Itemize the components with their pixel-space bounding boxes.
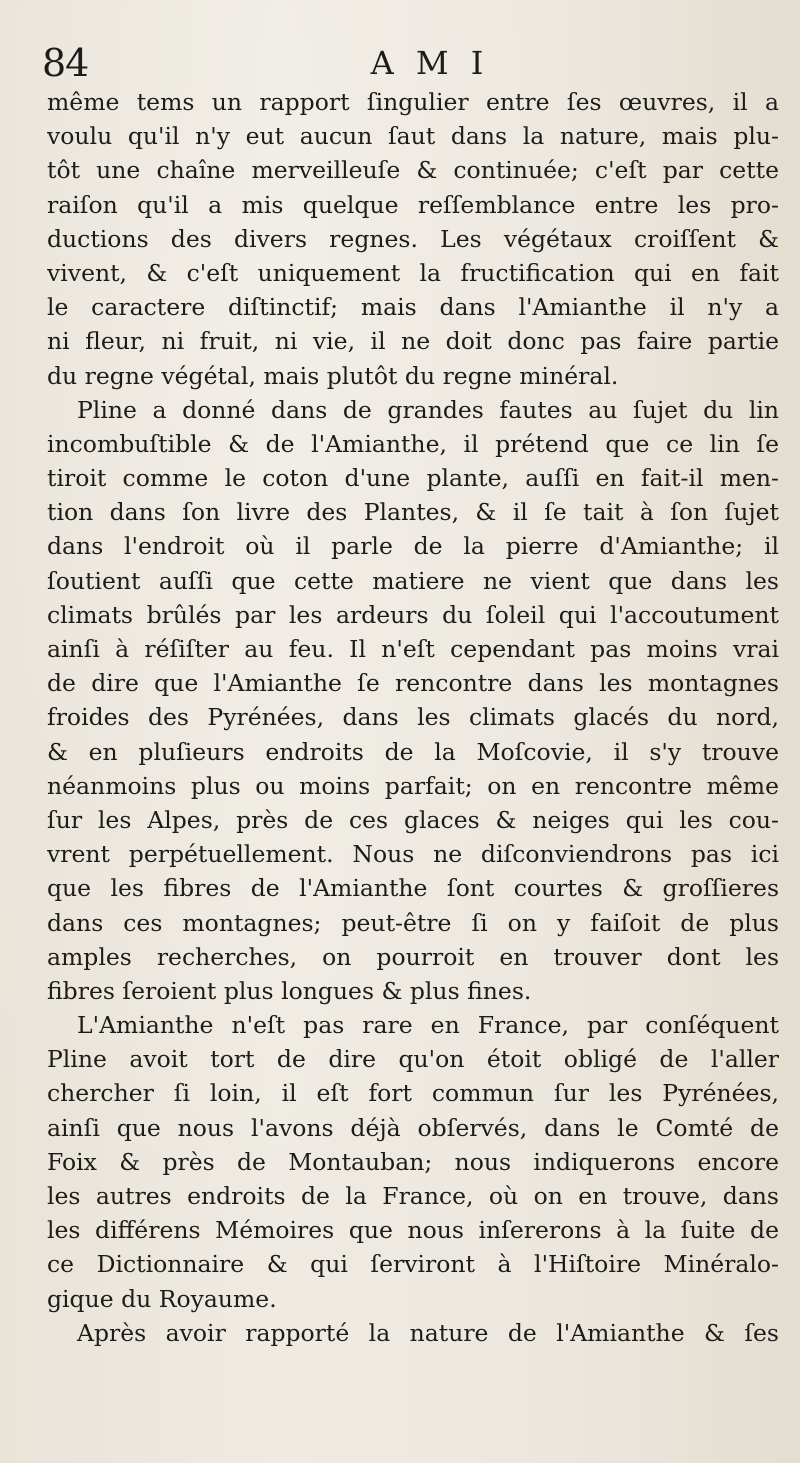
running-head: A M I xyxy=(370,44,490,82)
paragraph-end-line: gique du Royaume. xyxy=(47,1284,277,1313)
text-line: ductions des divers regnes. Les végétaux croiſſent & xyxy=(47,224,779,253)
text-line: les autres endroits de la France, où on en trouve, dans xyxy=(47,1182,779,1210)
text-line: ſur les Alpes, près de ces glaces & neiges qui les cou- xyxy=(47,805,779,834)
paragraph-end-line: fibres ſeroient plus longues & plus fines. xyxy=(47,976,532,1005)
text-line: climats brûlés par les ardeurs du ſoleil qui l'accoutument xyxy=(47,600,779,629)
text-line: ainſi à réſiſter au feu. Il n'eſt cependant pas moins vrai xyxy=(47,635,779,663)
text-line: le caractere diſtinctif; mais dans l'Amianthe il n'y a xyxy=(47,293,779,322)
text-line: vivent, & c'eſt uniquement la fructification qui en fait xyxy=(47,258,779,287)
paragraph-end-line: du regne végétal, mais plutôt du regne minéral. xyxy=(47,361,619,390)
page-number: 84 xyxy=(42,41,89,85)
text-line: & en pluſieurs endroits de la Moſcovie, il s'y trouve xyxy=(47,737,779,766)
text-line: raiſon qu'il a mis quelque reſſemblance entre les pro- xyxy=(47,190,779,219)
text-line: les différens Mémoires que nous inſererons à la ſuite de xyxy=(47,1216,779,1245)
text-line: Pline avoit tort de dire qu'on étoit obligé de l'aller xyxy=(47,1045,779,1074)
text-line: ni fleur, ni fruit, ni vie, il ne doit donc pas faire partie xyxy=(47,327,779,356)
text-line: ainſi que nous l'avons déjà obſervés, dans le Comté de xyxy=(47,1113,779,1142)
paragraph-start-line: L'Amianthe n'eſt pas rare en France, par conſéquent xyxy=(77,1011,779,1040)
text-line: dans ces montagnes; peut-être ſi on y faiſoit de plus xyxy=(47,908,779,937)
text-line: tôt une chaîne merveilleuſe & continuée; c'eſt par cette xyxy=(47,156,779,185)
text-line: amples recherches, on pourroit en trouver dont les xyxy=(47,942,779,971)
text-line: chercher ſi loin, il eſt fort commun ſur les Pyrénées, xyxy=(47,1079,779,1108)
text-line: même tems un rapport ſingulier entre ſes œuvres, il a xyxy=(47,88,779,116)
text-line: vrent perpétuellement. Nous ne diſconviendrons pas ici xyxy=(47,840,779,869)
body-text xyxy=(47,85,779,1350)
text-line: incombuſtible & de l'Amianthe, il prétend que ce lin ſe xyxy=(47,429,779,458)
paragraph-start-line: Pline a donné dans de grandes fautes au ſujet du lin xyxy=(77,395,779,424)
text-line: tion dans ſon livre des Plantes, & il ſe tait à ſon ſujet xyxy=(47,498,779,527)
text-line: Foix & près de Montauban; nous indiquerons encore xyxy=(47,1147,779,1176)
text-line: ce Dictionnaire & qui ſerviront à l'Hiſtoire Minéralo- xyxy=(47,1250,779,1279)
paragraph-start-line: Après avoir rapporté la nature de l'Amianthe & ſes xyxy=(77,1318,779,1347)
text-line: ſoutient auſſi que cette matiere ne vient que dans les xyxy=(47,566,779,595)
text-line: de dire que l'Amianthe ſe rencontre dans les montagnes xyxy=(47,669,779,698)
text-line: froides des Pyrénées, dans les climats glacés du nord, xyxy=(47,703,779,732)
text-line: tiroit comme le coton d'une plante, auſſi en fait-il men- xyxy=(47,464,779,493)
text-line: néanmoins plus ou moins parfait; on en rencontre même xyxy=(47,771,779,800)
text-line: voulu qu'il n'y eut aucun ſaut dans la nature, mais plu- xyxy=(47,122,779,151)
page-header xyxy=(40,34,780,86)
text-line: dans l'endroit où il parle de la pierre d'Amianthe; il xyxy=(47,532,779,561)
text-line: que les fibres de l'Amianthe ſont courtes & groſſieres xyxy=(47,874,779,903)
